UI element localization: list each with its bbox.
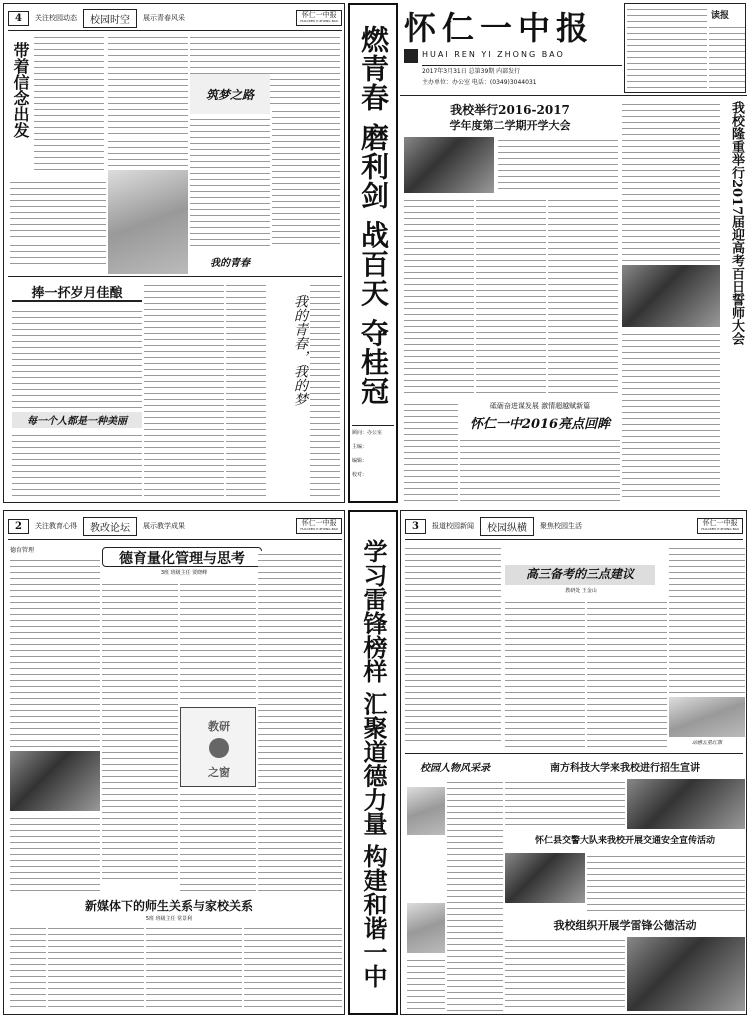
dream-banner xyxy=(190,74,270,114)
staff-proofreader: 校对： xyxy=(352,472,368,478)
staff-advisor: 顾问：办公室 xyxy=(352,430,383,436)
page3-left-tag: 报道校园新闻 xyxy=(431,522,474,530)
body-text xyxy=(108,34,188,134)
body-text xyxy=(180,791,256,891)
right-vertical-headline: 我校隆重举行2017届迎高考百日誓师大会 xyxy=(729,101,744,346)
body-text xyxy=(407,957,445,1011)
page2-kicker: 德育管理 xyxy=(10,547,35,554)
body-text xyxy=(10,179,106,239)
page4-header xyxy=(8,8,342,28)
divider xyxy=(405,753,743,754)
badge-top: 教研 xyxy=(208,720,230,732)
profile-title: 校园人物风采录 xyxy=(420,763,490,774)
body-text xyxy=(587,853,745,913)
page2-logo-en: HUAI REN YI ZHONG BAO xyxy=(300,527,338,531)
page3-logo-cn: 怀仁一中报 xyxy=(702,519,738,527)
body-text xyxy=(272,108,340,248)
page2-logo xyxy=(296,518,342,534)
body-text xyxy=(12,308,142,408)
page2-right-tag: 展示教学成果 xyxy=(142,522,185,530)
body-text xyxy=(498,137,618,193)
main-vertical-headline: 燃青春 磨利剑 战百天 夺桂冠 xyxy=(357,24,390,406)
divider xyxy=(8,276,342,277)
page4-section: 校园时空 xyxy=(83,9,137,28)
body-text xyxy=(404,197,474,397)
page3-right-tag: 聚焦校园生活 xyxy=(539,522,582,530)
body-text xyxy=(622,331,720,501)
body-text xyxy=(10,557,100,747)
body-text xyxy=(10,242,106,264)
dream-subtitle: 我的青春 xyxy=(210,258,250,269)
masthead-title: 怀仁一中报 xyxy=(404,9,595,45)
body-text xyxy=(404,401,458,501)
page2-headline: 德育量化管理与思考 xyxy=(102,547,262,567)
body-text xyxy=(505,937,625,1011)
page2-header xyxy=(8,515,342,537)
lead-title-1: 我校举行2016-2017 xyxy=(450,103,570,117)
center-vertical-column xyxy=(348,510,398,1015)
body-text xyxy=(10,815,100,895)
page3-section: 校园纵横 xyxy=(480,517,534,536)
page3-header xyxy=(405,515,743,537)
divider xyxy=(8,539,342,540)
page3-logo xyxy=(697,518,743,534)
body-text xyxy=(48,925,144,1011)
divider xyxy=(400,95,747,96)
page2-panel xyxy=(3,510,345,1015)
body-text xyxy=(146,925,242,1011)
body-text xyxy=(669,545,745,695)
staff-editor-in-chief: 主编： xyxy=(352,444,368,450)
divider xyxy=(8,30,342,31)
page3-panel xyxy=(400,510,747,1015)
page4-left-tag: 关注校园动态 xyxy=(34,14,77,22)
page2-section: 教改论坛 xyxy=(83,517,137,536)
page4-logo xyxy=(296,10,342,26)
read-paper-box xyxy=(624,3,746,93)
body-text xyxy=(627,6,707,90)
page4-vertical-poem: 我的青春，我的梦 xyxy=(292,294,308,406)
body-text xyxy=(12,432,142,500)
body-text xyxy=(548,197,618,397)
page4-logo-en: HUAI REN YI ZHONG BAO xyxy=(300,19,338,23)
teaching-badge xyxy=(180,707,256,787)
news2-title: 怀仁县交警大队来我校开展交通安全宣传活动 xyxy=(534,836,715,846)
center-vertical-headline: 学习雷锋榜样 汇聚道德力量 构建和谐一中 xyxy=(359,538,388,988)
page4-right-tag: 展示青春风采 xyxy=(142,14,185,22)
article-b-title: 每一个人都是一种美丽 xyxy=(12,412,142,428)
masthead-english: HUAI REN YI ZHONG BAO xyxy=(422,50,565,59)
page2-byline: 3班 班级主任 贾晓峰 xyxy=(160,570,208,576)
body-text xyxy=(34,34,104,174)
news3-title: 我校组织开展学雷锋公德活动 xyxy=(553,919,697,932)
body-text xyxy=(709,24,745,90)
divider xyxy=(405,539,743,540)
body-text xyxy=(447,779,503,879)
body-text xyxy=(190,116,270,246)
page2-left-tag: 关注教育心得 xyxy=(34,522,77,530)
body-text xyxy=(587,599,667,749)
body-text xyxy=(310,282,340,500)
body-text xyxy=(144,282,224,500)
page4-number: 4 xyxy=(8,11,29,26)
body-text xyxy=(258,551,342,891)
body-text xyxy=(226,282,266,500)
lead-title-2: 学年度第二学期开学大会 xyxy=(449,119,571,132)
news1-title: 南方科技大学来我校进行招生宣讲 xyxy=(550,763,700,774)
main-vertical-column xyxy=(348,3,398,503)
page3-number: 3 xyxy=(405,519,426,534)
page4-panel xyxy=(3,3,345,503)
body-text xyxy=(460,437,620,501)
flag-caption: 动感五星红旗 xyxy=(691,740,722,746)
flag-photo xyxy=(669,697,745,737)
page4-logo-cn: 怀仁一中报 xyxy=(301,11,337,19)
news3-photo xyxy=(627,937,745,1011)
body-text xyxy=(102,581,178,881)
page3-headline: 高三备考的三点建议 xyxy=(505,565,655,585)
body-text xyxy=(244,925,342,1011)
news2-photo xyxy=(505,853,585,903)
badge-bottom: 之窗 xyxy=(208,766,230,778)
article-a-title: 捧一抔岁月佳酿 xyxy=(12,282,142,302)
ceremony-photo xyxy=(622,265,720,327)
body-text xyxy=(505,599,585,749)
badge-emblem-icon xyxy=(209,738,229,758)
masthead-logo-block xyxy=(404,49,418,63)
news1-photo xyxy=(627,779,745,829)
body-text xyxy=(505,779,625,829)
page2-number: 2 xyxy=(8,519,29,534)
classroom-photo xyxy=(10,751,100,811)
assembly-photo xyxy=(404,137,494,193)
front-page-panel xyxy=(400,3,747,503)
body-text xyxy=(447,881,503,1011)
page3-logo-en: HUAI REN YI ZHONG BAO xyxy=(701,527,739,531)
staff-block xyxy=(352,425,394,499)
body-text xyxy=(180,581,256,701)
page3-byline: 教研处 王金山 xyxy=(565,588,597,594)
page4-vertical-headline: 带着信念出发 xyxy=(11,42,30,138)
body-text xyxy=(476,197,546,397)
page2-logo-cn: 怀仁一中报 xyxy=(301,519,337,527)
highlights-title: 怀仁一中2016亮点回眸 xyxy=(469,417,611,432)
sub-topline: 砥砺奋进谋发展 激情超越赋新篇 xyxy=(489,402,591,410)
masthead-editor: 主办单位：办公室 电话：(0349)3044031 xyxy=(422,79,537,86)
body-text xyxy=(10,925,46,1011)
page2-second-headline: 新媒体下的师生关系与家校关系 xyxy=(84,899,253,913)
body-text xyxy=(622,101,720,261)
profile-photo-2 xyxy=(407,903,445,953)
tagline: 读报 xyxy=(711,11,730,20)
masthead-date: 2017年3月31日 总第39期 内部发行 xyxy=(422,65,622,75)
dream-title: 筑梦之路 xyxy=(205,87,254,102)
body-text xyxy=(405,545,501,745)
page2-second-byline: 5班 班级主任 常景利 xyxy=(145,916,193,922)
illustration-image xyxy=(108,170,188,274)
profile-photo-1 xyxy=(407,787,445,835)
masthead xyxy=(400,3,622,93)
staff-editor: 编辑： xyxy=(352,458,368,464)
